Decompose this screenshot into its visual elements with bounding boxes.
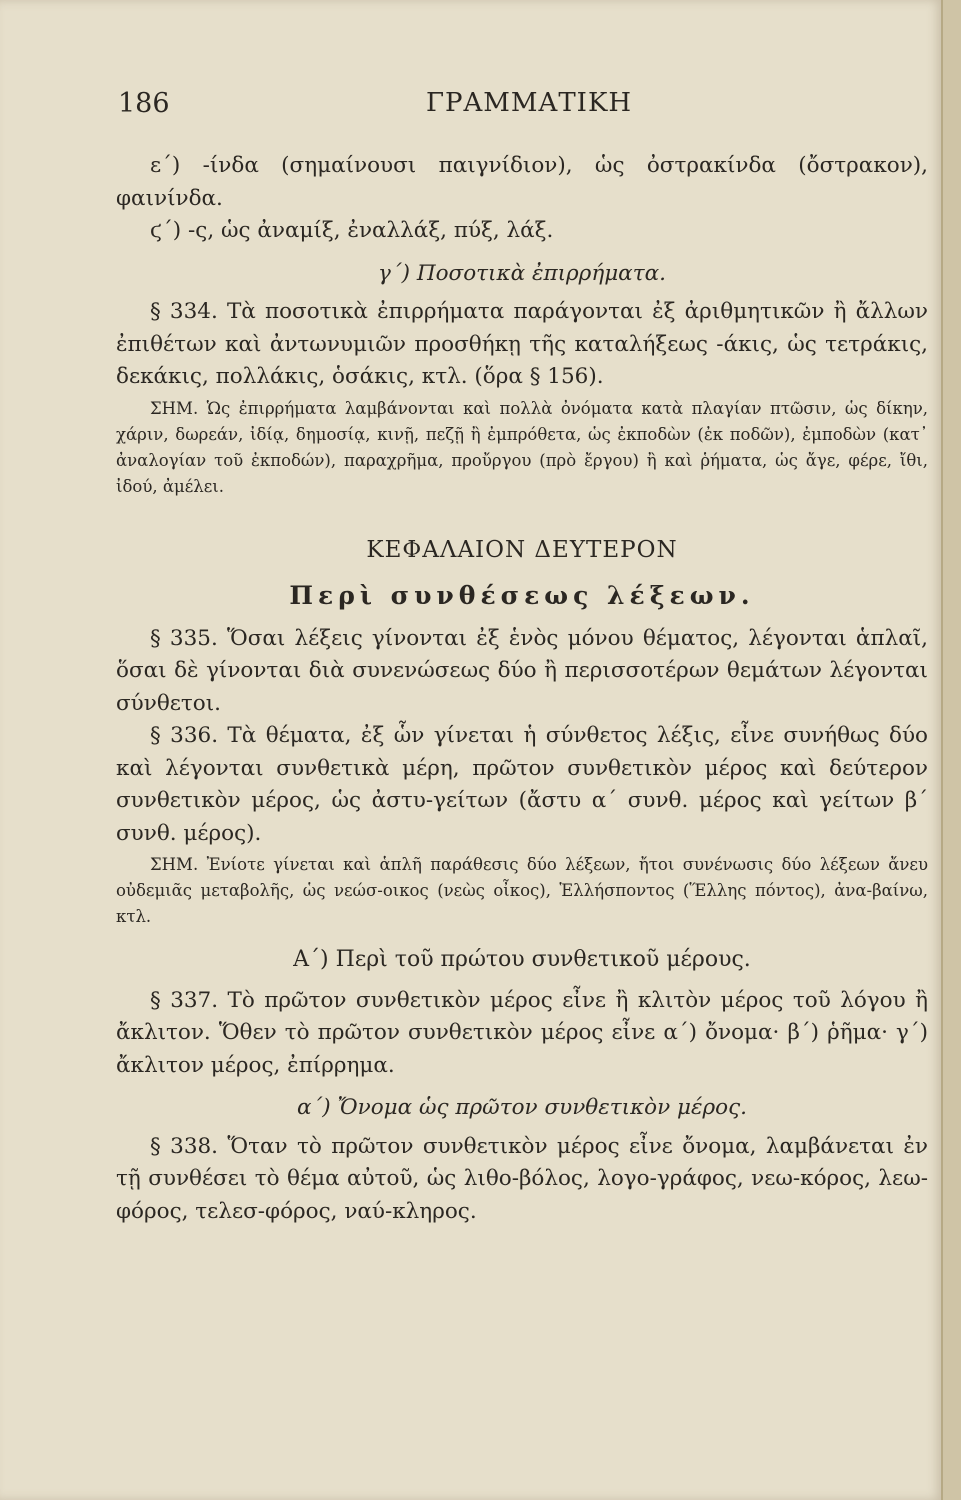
- running-title: ΓΡΑΜΜΑΤΙΚΗ: [426, 88, 633, 118]
- note-334: ΣΗΜ. Ὡς ἐπιρρήματα λαμβάνονται καὶ πολλὰ ὀνόματα κατὰ πλαγίαν πτῶσιν, ὡς δίκην, χάριν, δωρεάν, ἰδίᾳ, δημοσίᾳ, κινῇ, πεζῇ ἢ ἐμπρόθετα, ὡς ἐκποδὼν (ἐκ ποδῶν), ἐμποδὼν (κατ᾽ ἀναλογίαν τοῦ ἐκποδών), παραχρῆμα, προὔργου (πρὸ ἔργου) ἢ καὶ ῥήματα, ὡς ἄγε, φέρε, ἴθι, ἰδού, ἀμέλει.: [116, 398, 928, 496]
- chapter-title: Περὶ συνθέσεως λέξεων.: [289, 581, 755, 610]
- note-336: ΣΗΜ. Ἐνίοτε γίνεται καὶ ἁπλῆ παράθεσις δύο λέξεων, ἤτοι συνένωσις δύο λέξεων ἄνευ οὐδεμιᾶς μεταβολῆς, ὡς νεώσ-οικος (νεὼς οἶκος), Ἑλλήσποντος (Ἕλλης πόντος), ἀνα-βαίνω, κτλ.: [116, 855, 928, 926]
- page-header: [118, 88, 938, 128]
- section-337: § 337. Τὸ πρῶτον συνθετικὸν μέρος εἶνε ἢ κλιτὸν μέρος τοῦ λόγου ἢ ἄκλιτον. Ὅθεν τὸ πρῶτον συνθετικὸν μέρος εἶνε α΄) ὄνομα· β΄) ῥῆμα· γ΄) ἄκλιτον μέρος, ἐπίρρημα.: [116, 987, 928, 1078]
- section-335: § 335. Ὅσαι λέξεις γίνονται ἐξ ἑνὸς μόνου θέματος, λέγονται ἁπλαῖ, ὅσαι δὲ γίνονται διὰ συνενώσεως δύο ἢ περισσοτέρων θεμάτων λέγονται σύνθετοι.: [116, 625, 928, 716]
- page-number: 186: [118, 88, 170, 119]
- section-336: § 336. Τὰ θέματα, ἐξ ὧν γίνεται ἡ σύνθετος λέξις, εἶνε συνήθως δύο καὶ λέγονται συνθετικὰ μέρη, πρῶτον συνθετικὸν μέρος καὶ δεύτερον συνθετικὸν μέρος, ὡς ἀστυ-γείτων (ἄστυ α΄ συνθ. μέρος καὶ γείτων β΄ συνθ. μέρος).: [116, 723, 928, 846]
- page-body: [116, 150, 928, 1228]
- section-338: § 338. Ὅταν τὸ πρῶτον συνθετικὸν μέρος εἶνε ὄνομα, λαμβάνεται ἐν τῇ συνθέσει τὸ θέμα αὐτοῦ, ὡς λιθο-βόλος, λογο-γράφος, νεω-κόρος, λεω-φόρος, τελεσ-φόρος, ναύ-κληρος.: [116, 1133, 928, 1224]
- chapter-heading: ΚΕΦΑΛΑΙΟΝ ΔΕΥΤΕΡΟΝ: [366, 536, 678, 563]
- section-heading-first-part: Α΄) Περὶ τοῦ πρώτου συνθετικοῦ μέρους.: [293, 947, 751, 972]
- paragraph-stigma: ϛ΄) -ς, ὡς ἀναμίξ, ἐναλλάξ, πύξ, λάξ.: [150, 218, 554, 243]
- heading-quantitative-adverbs: γ΄) Ποσοτικὰ ἐπιρρήματα.: [378, 260, 666, 286]
- heading-noun-first-part: α΄) Ὄνομα ὡς πρῶτον συνθετικὸν μέρος.: [297, 1095, 747, 1120]
- section-334: § 334. Τὰ ποσοτικὰ ἐπιρρήματα παράγονται ἐξ ἀριθμητικῶν ἢ ἄλλων ἐπιθέτων καὶ ἀντωνυμιῶν προσθήκῃ τῆς καταλήξεως -άκις, ὡς τετράκις, δεκάκις, πολλάκις, ὁσάκις, κτλ. (ὅρα § 156).: [116, 299, 928, 389]
- page-edge: [941, 0, 961, 1500]
- paragraph-epsilon: ε΄) -ίνδα (σημαίνουσι παιγνίδιον), ὡς ὀστρακίνδα (ὄστρακον), φαινίνδα.: [116, 153, 928, 211]
